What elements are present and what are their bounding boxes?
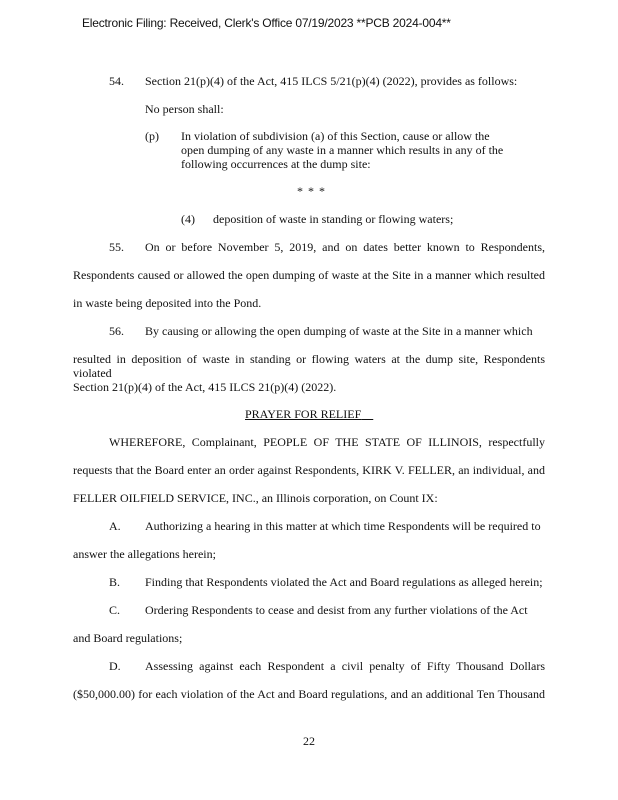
item-d-line-1: Assessing against each Respondent a civil penalty of Fifty Thousand Dollars	[145, 659, 545, 673]
wherefore-line-2: requests that the Board enter an order against Respondents, KIRK V. FELLER, an individual, and	[73, 463, 545, 477]
item-d-label: D.	[109, 659, 121, 673]
item-a-line-1: Authorizing a hearing in this matter at which time Respondents will be required to	[145, 519, 541, 533]
subsection-p-line-2: open dumping of any waste in a manner which results in any of the	[181, 143, 504, 157]
para-56-line-1: By causing or allowing the open dumping of waste at the Site in a manner which	[145, 324, 533, 338]
no-person-shall: No person shall:	[145, 102, 224, 116]
page-number: 22	[303, 734, 315, 748]
subsection-p-label: (p)	[145, 129, 159, 143]
para-56-line-2: resulted in deposition of waste in standing or flowing waters at the dump site, Respondents violated	[73, 352, 545, 380]
item-b-label: B.	[109, 575, 121, 589]
filing-header: Electronic Filing: Received, Clerk's Office 07/19/2023 **PCB 2024-004**	[82, 16, 451, 30]
para-55-line-2: Respondents caused or allowed the open dumping of waste at the Site in a manner which resulted	[73, 268, 545, 282]
item-b-line-1: Finding that Respondents violated the Act and Board regulations as alleged herein;	[145, 575, 543, 589]
para-55-line-3: in waste being deposited into the Pond.	[73, 296, 262, 310]
wherefore-line-1: WHEREFORE, Complainant, PEOPLE OF THE STATE OF ILLINOIS, respectfully	[109, 435, 545, 449]
item-4-label: (4)	[181, 212, 195, 226]
wherefore-line-3: FELLER OILFIELD SERVICE, INC., an Illinois corporation, on Count IX:	[73, 491, 438, 505]
prayer-heading: PRAYER FOR RELIEF	[245, 407, 362, 421]
item-4-text: deposition of waste in standing or flowing waters;	[213, 212, 454, 226]
para-55-number: 55.	[109, 240, 124, 254]
ellipsis-stars: * * *	[297, 184, 326, 198]
item-c-label: C.	[109, 603, 121, 617]
item-a-label: A.	[109, 519, 121, 533]
subsection-p-line-1: In violation of subdivision (a) of this Section, cause or allow the	[181, 129, 490, 143]
para-55-line-1: On or before November 5, 2019, and on dates better known to Respondents,	[145, 240, 545, 254]
para-54-number: 54.	[109, 74, 124, 88]
item-c-line-2: and Board regulations;	[73, 631, 183, 645]
para-54-text: Section 21(p)(4) of the Act, 415 ILCS 5/21(p)(4) (2022), provides as follows:	[145, 74, 518, 88]
item-a-line-2: answer the allegations herein;	[73, 547, 216, 561]
para-56-line-3: Section 21(p)(4) of the Act, 415 ILCS 21(p)(4) (2022).	[73, 380, 337, 394]
subsection-p-line-3: following occurrences at the dump site:	[181, 157, 371, 171]
item-c-line-1: Ordering Respondents to cease and desist from any further violations of the Act	[145, 603, 528, 617]
item-d-line-2: ($50,000.00) for each violation of the Act and Board regulations, and an additional Ten Thousand	[73, 687, 545, 701]
para-56-number: 56.	[109, 324, 124, 338]
